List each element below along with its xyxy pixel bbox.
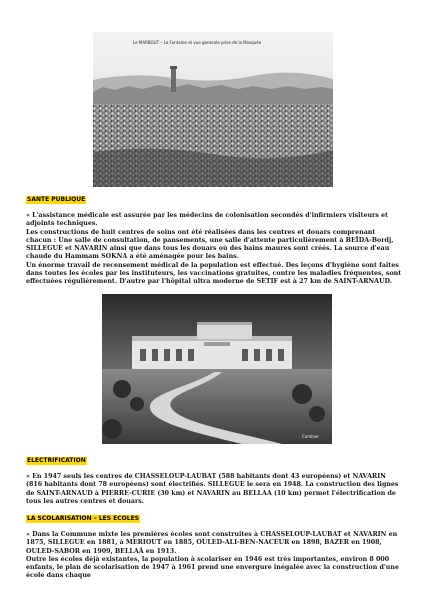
town-panorama-photo bbox=[93, 32, 333, 187]
photo-signature: Combier bbox=[302, 434, 319, 439]
paragraph: « En 1947 seuls les centres de CHASSELOUP-LAUBAT (588 habitants dont 43 européens) et NAVARIN (816 habitants dont 78 européens) sont électrifiés. SILLEGUE le sera en 1948. La construction des lignes de SAINT-ARNAUD à PIERRE-CURIE (30 km) et NAVARIN au BELLAA (10 km) permet l'électrification de tous les autres centres et douars. bbox=[26, 473, 399, 505]
hospital-photo bbox=[102, 294, 332, 444]
section-title-electrification: ELECTRIFICATION bbox=[27, 457, 86, 464]
paragraph: Outre les écoles déjà existantes, la population à scolariser en 1946 est très importantes, environ 8 000 enfants, le plan de scolarisation de 1947 à 1961 prend une envergure inégalée avec la construction d'une école dans chaque bbox=[26, 555, 399, 580]
section-text-electrification bbox=[26, 473, 402, 506]
paragraph: « Dans la Commune mixte les premières écoles sont construites à CHASSELOUP-LAUBAT et NAVARIN en 1875, SILLEGUE en 1881, à MERIOUT en 1885, OULED-ALI-BEN-NACEUR en 1898, BAZER en 1908, OULED-SABOR en 1909, BELLAÂ en 1913. bbox=[26, 531, 398, 555]
section-text-scolarisation bbox=[26, 531, 402, 581]
paragraph: Les constructions de huit centres de soins ont été réalisées dans les centres et douars comprenant chacun : Une salle de consultation, de pansements, une salle d'attente particulièrement à BEÏDA-Bordj, SILLEGUE et NAVARIN ainsi que dans tous les douars où des bains maures sont créés. La source d'eau chaude du Hammam SOKNA a été aménagée pour les bains. bbox=[26, 228, 394, 261]
photo-caption: Le MARBOUT – La Fontaine et vue generale prise de la Mosquée bbox=[133, 40, 262, 45]
section-title-scolarisation: LA SCOLARISATION – LES ECOLES bbox=[27, 515, 140, 522]
section-text-sante bbox=[26, 212, 402, 287]
paragraph: Un énorme travail de recensement médical de la population est effectué. Des leçons d'hygiène sont faites dans toutes les écoles par les instituteurs, les vaccinations gratuites, contre les maladies fréquentes, sont effectuées régulièrement. D'autre par l'hôpital ultra moderne de SETIF est à 27 km de SAINT-ARNAUD. bbox=[26, 261, 402, 286]
section-title-sante: SANTE PUBLIQUE bbox=[27, 196, 86, 203]
paragraph: « L'assistance médicale est assurée par les médecins de colonisation secondés d'infirmiers visiteurs et adjoints techniques. bbox=[26, 212, 388, 228]
